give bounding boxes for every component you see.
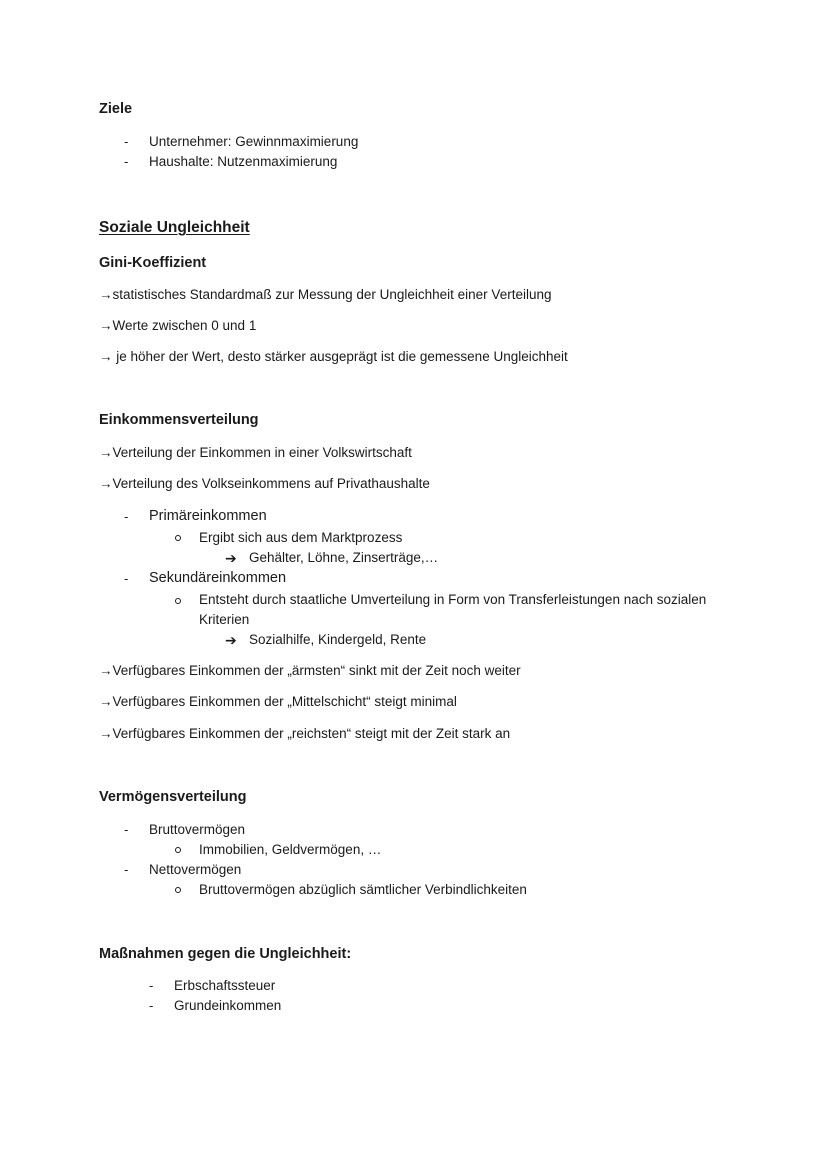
gini-line-3-text: je höher der Wert, desto stärker ausgeprägt ist die gemessene Ungleichheit bbox=[112, 349, 568, 364]
circle-bullet-icon bbox=[175, 598, 181, 604]
arrow-icon: → bbox=[99, 318, 113, 333]
dash-bullet: - bbox=[124, 822, 129, 837]
circle-bullet-icon bbox=[175, 535, 181, 541]
einkommen-line-1-text: Verteilung der Einkommen in einer Volkswirtschaft bbox=[112, 445, 412, 460]
ziele-item-haushalte: Haushalte: Nutzenmaximierung bbox=[149, 154, 338, 169]
arrow-icon: → bbox=[99, 287, 113, 302]
einkommen-line-2-text: Verteilung des Volkseinkommens auf Privathaushalte bbox=[112, 476, 430, 491]
primaereinkommen-example: Gehälter, Löhne, Zinserträge,… bbox=[249, 550, 439, 565]
sekundaereinkommen-sub-1: Entsteht durch staatliche Umverteilung in Form von Transferleistungen nach sozialen bbox=[199, 592, 707, 607]
dash-bullet: - bbox=[149, 978, 154, 993]
gini-heading: Gini-Koeffizient bbox=[99, 255, 207, 271]
gini-line-2 bbox=[99, 317, 256, 335]
sekundaereinkommen-sub-2: Kriterien bbox=[199, 612, 250, 627]
bruttovermoegen-label: Bruttovermögen bbox=[149, 822, 246, 837]
arrow-icon: → bbox=[99, 445, 113, 460]
sekundaereinkommen-label: Sekundäreinkommen bbox=[149, 570, 287, 586]
trend-line-3 bbox=[99, 725, 510, 743]
dash-bullet: - bbox=[124, 154, 129, 169]
bold-arrow-icon: ➔ bbox=[225, 632, 237, 648]
circle-bullet-icon bbox=[175, 847, 181, 853]
einkommen-line-2 bbox=[99, 475, 430, 493]
ziele-heading: Ziele bbox=[99, 101, 133, 117]
nettovermoegen-label: Nettovermögen bbox=[149, 862, 242, 877]
primaereinkommen-label: Primäreinkommen bbox=[149, 508, 267, 524]
arrow-icon: → bbox=[99, 694, 113, 709]
gini-line-1-text: statistisches Standardmaß zur Messung der Ungleichheit einer Verteilung bbox=[112, 287, 552, 302]
gini-line-2-text: Werte zwischen 0 und 1 bbox=[112, 318, 257, 333]
sekundaereinkommen-example: Sozialhilfe, Kindergeld, Rente bbox=[249, 632, 427, 647]
trend-line-2-text: Verfügbares Einkommen der „Mittelschicht“ steigt minimal bbox=[112, 694, 457, 709]
gini-line-3 bbox=[99, 348, 568, 366]
arrow-icon: → bbox=[99, 726, 113, 741]
dash-bullet: - bbox=[124, 571, 129, 586]
trend-line-2 bbox=[99, 693, 457, 711]
trend-line-3-text: Verfügbares Einkommen der „reichsten“ steigt mit der Zeit stark an bbox=[112, 726, 511, 741]
arrow-icon: → bbox=[99, 349, 113, 364]
circle-bullet-icon bbox=[175, 887, 181, 893]
trend-line-1 bbox=[99, 662, 521, 680]
dash-bullet: - bbox=[124, 134, 129, 149]
bruttovermoegen-sub: Immobilien, Geldvermögen, … bbox=[199, 842, 382, 857]
einkommen-line-1 bbox=[99, 444, 412, 462]
massnahmen-heading: Maßnahmen gegen die Ungleichheit: bbox=[99, 946, 352, 962]
massnahmen-item-erbschaftssteuer: Erbschaftssteuer bbox=[174, 978, 276, 993]
arrow-icon: → bbox=[99, 476, 113, 491]
nettovermoegen-sub: Bruttovermögen abzüglich sämtlicher Verbindlichkeiten bbox=[199, 882, 527, 897]
bold-arrow-icon: ➔ bbox=[225, 550, 237, 566]
soziale-ungleichheit-heading: Soziale Ungleichheit bbox=[99, 219, 250, 236]
dash-bullet: - bbox=[124, 509, 129, 524]
massnahmen-item-grundeinkommen: Grundeinkommen bbox=[174, 998, 282, 1013]
dash-bullet: - bbox=[149, 998, 154, 1013]
gini-line-1 bbox=[99, 286, 551, 304]
einkommensverteilung-heading: Einkommensverteilung bbox=[99, 412, 259, 428]
ziele-item-unternehmer: Unternehmer: Gewinnmaximierung bbox=[149, 134, 359, 149]
arrow-icon: → bbox=[99, 663, 113, 678]
dash-bullet: - bbox=[124, 862, 129, 877]
trend-line-1-text: Verfügbares Einkommen der „ärmsten“ sinkt mit der Zeit noch weiter bbox=[112, 663, 521, 678]
primaereinkommen-sub: Ergibt sich aus dem Marktprozess bbox=[199, 530, 403, 545]
vermoegensverteilung-heading: Vermögensverteilung bbox=[99, 789, 247, 805]
